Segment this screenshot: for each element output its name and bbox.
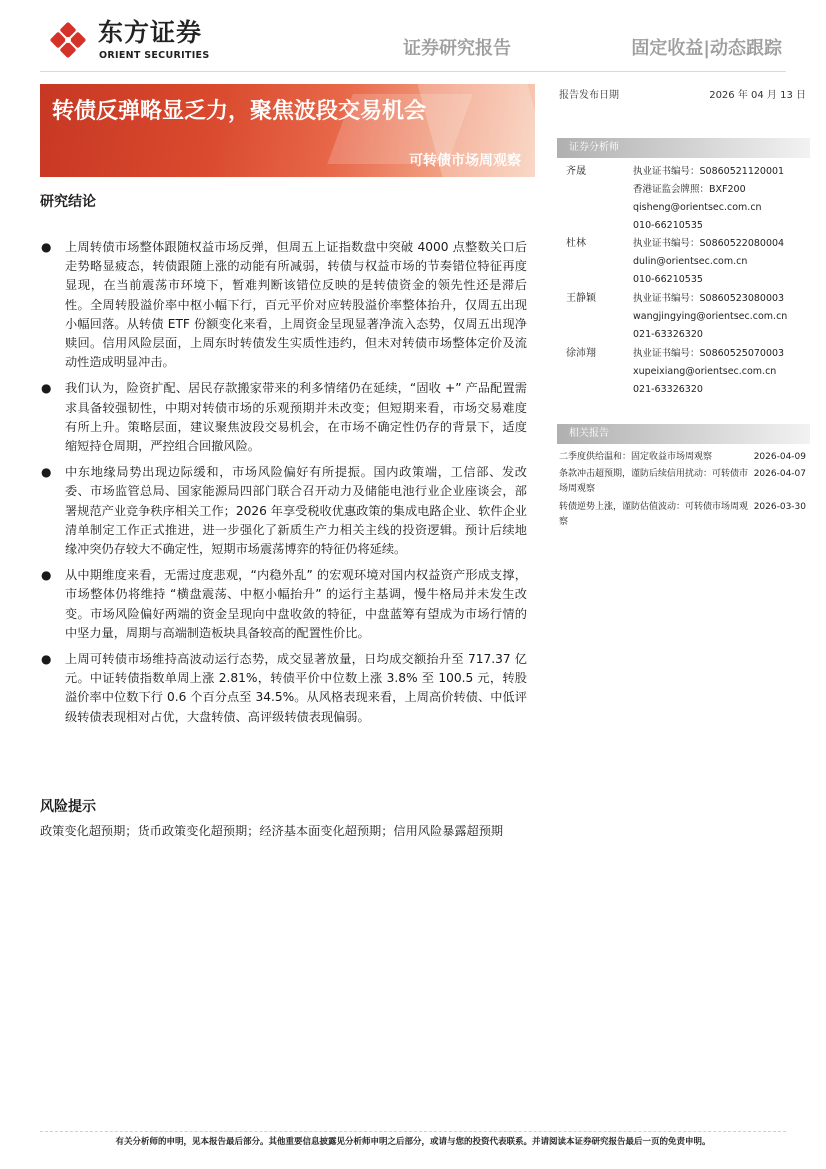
analyst-license: 香港证监会牌照：BXF200 bbox=[633, 184, 746, 195]
report-type: 证券研究报告 bbox=[403, 38, 511, 59]
related-report-link[interactable]: 二季度供给温和：固定收益市场周观察 bbox=[559, 452, 713, 462]
conclusion-text: 中东地缘局势出现边际缓和，市场风险偏好有所提振。国内政策端，工信部、发改委、市场监管总局、国家能源局四部门联合召开动力及储能电池行业企业座谈会，部署规范产业竞争秩序相关工作；2026 年享受税收优惠政策的集成电路企业、软件企业清单制定工作正式推进，进一步强化了新质生产力相关主线的投资逻辑。预计后续地缘冲突仍存较大不确定性，短期市场震荡博弈的特征仍将延续。 bbox=[65, 465, 527, 557]
analyst-email[interactable]: qisheng@orientsec.com.cn bbox=[633, 202, 762, 213]
report-category: 固定收益|动态跟踪 bbox=[631, 38, 782, 59]
analyst-phone: 010-66210535 bbox=[633, 274, 703, 285]
related-report-link[interactable]: 条款冲击超预期，谨防后续信用扰动：可转债市场周观察 bbox=[559, 469, 749, 494]
header-divider bbox=[40, 71, 786, 72]
related-report-date: 2026-04-07 bbox=[753, 469, 806, 479]
analyst-phone: 021-63326320 bbox=[633, 329, 703, 340]
related-report-link[interactable]: 转债逆势上涨，谨防估值波动：可转债市场周观察 bbox=[559, 502, 749, 527]
bullet-icon: ● bbox=[41, 465, 52, 480]
report-series: 可转债市场周观察 bbox=[409, 153, 521, 169]
conclusion-text: 从中期维度来看，无需过度悲观，“内稳外乱” 的宏观环境对国内权益资产形成支撑，市场整体仍将维持 “横盘震荡、中枢小幅抬升” 的运行主基调，慢牛格局并未发生改变。市场风险偏好两端的资金呈现向中盘收敛的特征，中盘蓝筹有望成为市场行情的中坚力量，周期与高端制造板块具备较高的配置性价比。 bbox=[65, 568, 527, 640]
conclusion-item bbox=[40, 379, 527, 456]
analyst-name: 王静颖 bbox=[566, 293, 596, 304]
risk-text: 政策变化超预期；货币政策变化超预期；经济基本面变化超预期；信用风险暴露超预期 bbox=[40, 824, 504, 838]
analyst-email[interactable]: wangjingying@orientsec.com.cn bbox=[633, 311, 788, 322]
analyst-name: 杜林 bbox=[566, 238, 586, 249]
conclusion-text: 我们认为，险资扩配、居民存款搬家带来的利多情绪仍在延续，“固收 +” 产品配置需求具备较强韧性，中期对转债市场的乐观预期并未改变；但短期来看，市场交易难度有所上升。策略层面，建议聚焦波段交易机会，在市场不确定性仍存的背景下，适度缩短持仓周期，严控组合回撤风险。 bbox=[65, 381, 527, 454]
footer-disclaimer: 有关分析师的申明，见本报告最后部分。其他重要信息披露见分析师申明之后部分，或请与您的投资代表联系。并请阅读本证券研究报告最后一页的免责申明。 bbox=[115, 1137, 711, 1147]
related-report-date: 2026-03-30 bbox=[753, 502, 806, 512]
analysts-section-header bbox=[557, 138, 810, 158]
report-title: 转债反弹略显乏力，聚焦波段交易机会 bbox=[52, 99, 427, 124]
analysts-section-title: 证券分析师 bbox=[569, 142, 619, 153]
related-report-date: 2026-04-09 bbox=[753, 452, 806, 462]
related-reports-header bbox=[557, 424, 810, 444]
related-reports-title: 相关报告 bbox=[569, 428, 609, 439]
analyst-phone: 021-63326320 bbox=[633, 384, 703, 395]
footer-divider bbox=[40, 1131, 786, 1132]
publish-date-label: 报告发布日期 bbox=[559, 90, 619, 101]
conclusion-item bbox=[40, 463, 527, 559]
bullet-icon: ● bbox=[41, 568, 52, 583]
conclusion-heading: 研究结论 bbox=[40, 194, 96, 210]
bullet-icon: ● bbox=[41, 381, 52, 396]
conclusion-item bbox=[40, 566, 527, 643]
conclusion-list bbox=[40, 238, 527, 734]
bullet-icon: ● bbox=[41, 652, 52, 667]
analyst-email[interactable]: xupeixiang@orientsec.com.cn bbox=[633, 366, 777, 377]
analyst-cert: 执业证书编号：S0860523080003 bbox=[633, 293, 785, 304]
conclusion-item bbox=[40, 238, 527, 372]
risk-heading: 风险提示 bbox=[40, 799, 96, 815]
conclusion-item bbox=[40, 650, 527, 727]
analyst-email[interactable]: dulin@orientsec.com.cn bbox=[633, 256, 748, 267]
bullet-icon: ● bbox=[41, 240, 52, 254]
publish-date: 2026 年 04 月 13 日 bbox=[709, 90, 806, 101]
analyst-cert: 执业证书编号：S0860521120001 bbox=[633, 166, 785, 177]
brand-name-en: ORIENT SECURITIES bbox=[99, 50, 210, 61]
analyst-name: 齐晟 bbox=[566, 166, 586, 177]
conclusion-text: 上周可转债市场维持高波动运行态势，成交显著放量，日均成交额抬升至 717.37 亿元。中证转债指数单周上涨 2.81%，转债平价中位数上涨 3.8% 至 100.5 元，转股溢价率中位数下行 0.6 个百分点至 34.5%。从风格表现来看，上周高价转债、中低评级转债表现相对占优，大盘转债、高评级转债表现偏弱。 bbox=[65, 652, 527, 724]
analyst-phone: 010-66210535 bbox=[633, 220, 703, 231]
orient-securities-logo-icon bbox=[50, 22, 86, 58]
title-banner bbox=[40, 84, 535, 177]
analyst-cert: 执业证书编号：S0860522080004 bbox=[633, 238, 785, 249]
brand-name-cn: 东方证券 bbox=[98, 18, 203, 47]
analyst-cert: 执业证书编号：S0860525070003 bbox=[633, 348, 785, 359]
analyst-name: 徐沛翔 bbox=[566, 348, 596, 359]
conclusion-text: 上周转债市场整体跟随权益市场反弹，但周五上证指数盘中突破 4000 点整数关口后走势略显疲态，转债跟随上涨的动能有所减弱，转债与权益市场的节奏错位特征再度显现，在当前震荡市环境下，暂难判断该错位反映的是转债资金的领先性还是滞后性。全周转股溢价率中枢小幅下行，百元平价对应转股溢价率整体抬升，仅周五出现小幅回落。从转债 ETF 份额变化来看，上周资金呈现显著净流入态势，仅周五出现净赎回。信用风险层面，上周东时转债发生实质性违约，但未对转债市场整体定价及流动性造成明显冲击。 bbox=[65, 240, 527, 370]
